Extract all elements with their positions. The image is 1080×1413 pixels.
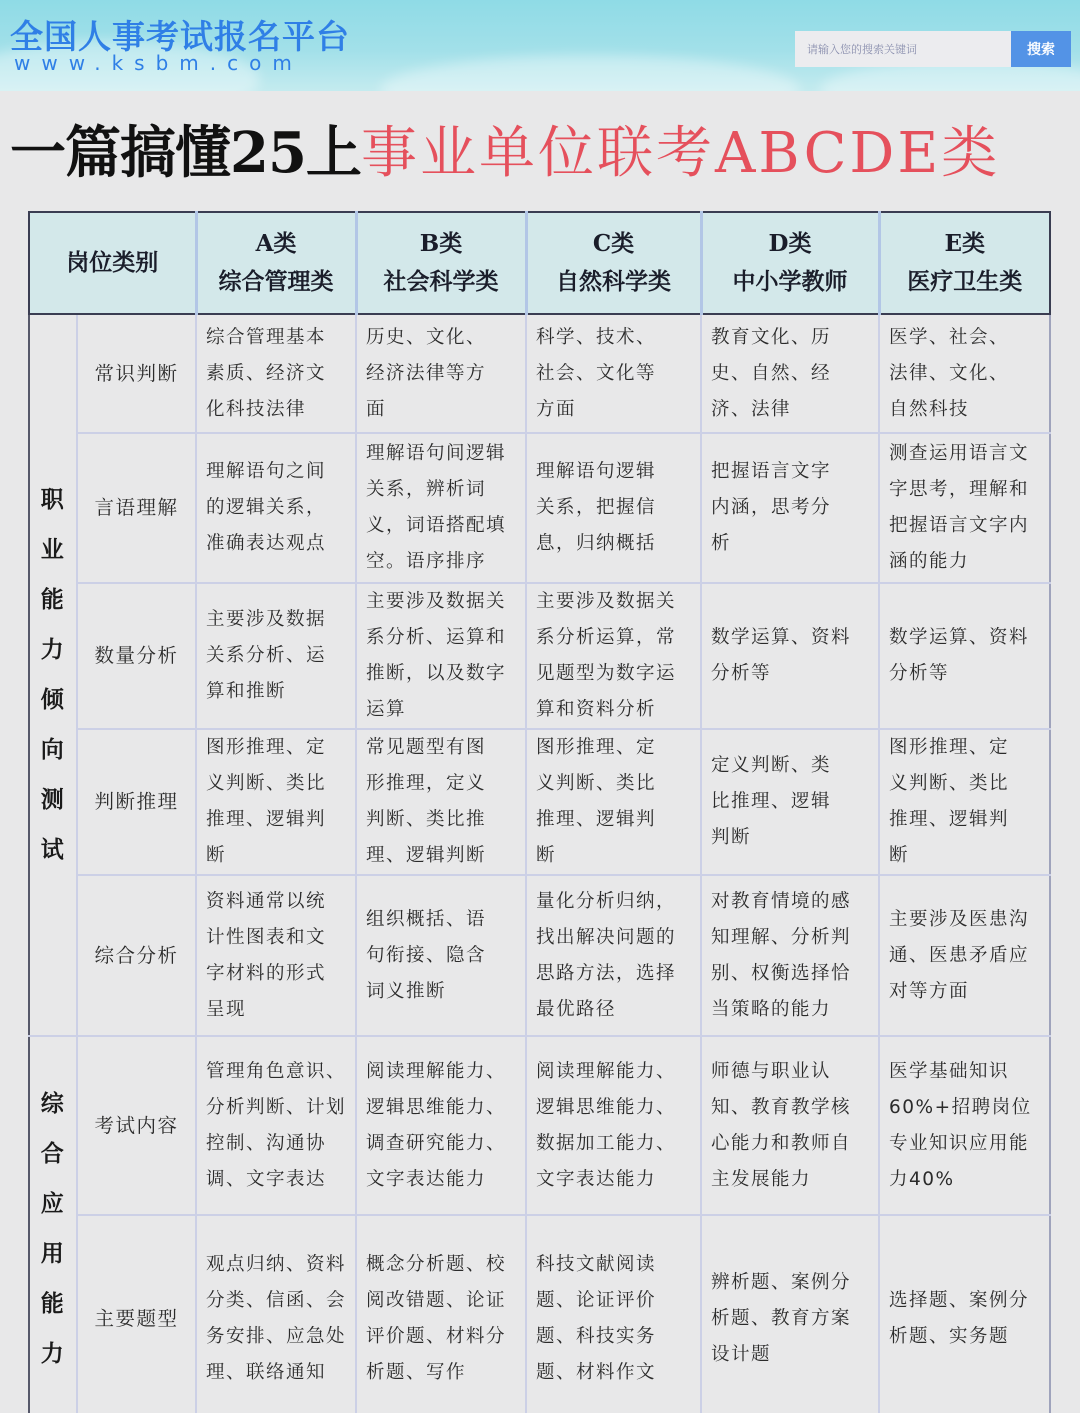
cell-c bbox=[526, 583, 701, 729]
table-row bbox=[29, 1036, 1050, 1215]
cell-text-line: 词义推断 bbox=[366, 980, 447, 1002]
cell-text-line: 找出解决问题的 bbox=[536, 926, 677, 948]
group-label-char: 应 bbox=[40, 1190, 66, 1217]
cell-e bbox=[879, 729, 1050, 875]
cell-e bbox=[879, 875, 1050, 1036]
cell-text-line: 义判断、类比 bbox=[889, 773, 1010, 794]
cell-text-line: 析 bbox=[711, 533, 732, 554]
cell-d bbox=[701, 1036, 879, 1215]
row-label: 主要题型 bbox=[77, 1215, 196, 1413]
cell-d bbox=[701, 729, 879, 875]
cell-text-line: 判断 bbox=[711, 827, 752, 848]
site-banner bbox=[0, 0, 1080, 91]
page-title bbox=[10, 118, 1000, 188]
cell-text-line: 文字表达能力 bbox=[536, 1168, 657, 1190]
cell-a bbox=[196, 1215, 356, 1413]
cell-text-line: 涵的能力 bbox=[889, 551, 970, 572]
cell-text-line: 理解语句之间 bbox=[206, 461, 327, 482]
cell-text-line: 史、自然、经 bbox=[711, 362, 832, 384]
cell-d bbox=[701, 875, 879, 1036]
cell-text-line: 理解语句逻辑 bbox=[536, 461, 657, 482]
column-code: C类 bbox=[592, 230, 635, 257]
cell-text-line: 字材料的形式 bbox=[206, 962, 327, 984]
cell-text-line: 比推理、逻辑 bbox=[711, 791, 832, 812]
cell-text-line: 评价题、材料分 bbox=[366, 1325, 507, 1347]
cell-text-line: 阅读理解能力、 bbox=[536, 1060, 677, 1082]
cell-text-line: 对教育情境的感 bbox=[711, 890, 852, 912]
banner-cloud-decoration bbox=[380, 55, 800, 91]
search-button[interactable]: 搜索 bbox=[1011, 31, 1071, 67]
group-label-char: 向 bbox=[40, 736, 66, 763]
cell-text-line: 呈现 bbox=[206, 998, 247, 1020]
cell-text-line: 判断、类比推 bbox=[366, 809, 487, 830]
cell-text-line: 图形推理、定 bbox=[536, 737, 657, 758]
cell-d bbox=[701, 1215, 879, 1413]
group-label-char: 合 bbox=[40, 1140, 66, 1167]
cell-text-line: 心能力和教师自 bbox=[711, 1132, 852, 1154]
column-header-c bbox=[526, 212, 701, 314]
cell-text-line: 形推理，定义 bbox=[366, 773, 487, 794]
cell-text-line: 概念分析题、校 bbox=[366, 1253, 507, 1275]
search-input[interactable] bbox=[795, 31, 1011, 67]
cell-text-line: 字思考，理解和 bbox=[889, 479, 1030, 500]
cell-text-line: 题、科技实务 bbox=[536, 1325, 657, 1347]
cell-text-line: 算和推断 bbox=[206, 681, 287, 702]
cell-text-line: 主发展能力 bbox=[711, 1168, 812, 1190]
cell-a bbox=[196, 729, 356, 875]
cell-c bbox=[526, 1036, 701, 1215]
group-applied-ability bbox=[29, 1036, 77, 1413]
cell-b bbox=[356, 314, 526, 433]
row-label: 判断推理 bbox=[77, 729, 196, 875]
cell-c bbox=[526, 729, 701, 875]
cell-a bbox=[196, 1036, 356, 1215]
cell-text-line: 常见题型有图 bbox=[366, 737, 487, 758]
cell-text-line: 关系，辨析词 bbox=[366, 479, 487, 500]
cell-text-line: 资料通常以统 bbox=[206, 890, 327, 912]
cell-text-line: 内涵，思考分 bbox=[711, 497, 832, 518]
cell-text-line: 知理解、分析判 bbox=[711, 926, 852, 948]
cell-text-line: 分类、信函、会 bbox=[206, 1289, 347, 1311]
cell-text-line: 主要涉及数据关 bbox=[366, 591, 507, 612]
cell-text-line: 计性图表和文 bbox=[206, 926, 327, 948]
group-label-char: 综 bbox=[40, 1090, 66, 1117]
column-code: A类 bbox=[255, 230, 297, 257]
cell-a bbox=[196, 583, 356, 729]
column-name: 中小学教师 bbox=[732, 268, 848, 295]
cell-text-line: 60%+招聘岗位 bbox=[889, 1096, 1032, 1118]
cell-e bbox=[879, 1036, 1050, 1215]
cell-text-line: 文字表达能力 bbox=[366, 1168, 487, 1190]
cell-text-line: 主要涉及医患沟 bbox=[889, 908, 1030, 930]
cell-text-line: 的逻辑关系， bbox=[206, 497, 327, 518]
cell-text-line: 把握语言文字 bbox=[711, 461, 832, 482]
column-header-e bbox=[879, 212, 1050, 314]
cell-text-line: 管理角色意识、 bbox=[206, 1060, 347, 1082]
cell-text-line: 推理、逻辑判 bbox=[536, 809, 657, 830]
group-label-char: 用 bbox=[40, 1240, 66, 1267]
cell-text-line: 题、论证评价 bbox=[536, 1289, 657, 1311]
cell-text-line: 阅读理解能力、 bbox=[366, 1060, 507, 1082]
cell-text-line: 关系分析、运 bbox=[206, 645, 327, 666]
cell-text-line: 教育文化、历 bbox=[711, 326, 832, 348]
group-label-char: 倾 bbox=[40, 686, 66, 713]
table-row bbox=[29, 433, 1050, 583]
cell-text-line: 逻辑思维能力、 bbox=[536, 1096, 677, 1118]
cell-text-line: 科技文献阅读 bbox=[536, 1253, 657, 1275]
cell-text-line: 务安排、应急处 bbox=[206, 1325, 347, 1347]
cell-text-line: 阅改错题、论证 bbox=[366, 1289, 507, 1311]
cell-c bbox=[526, 433, 701, 583]
cell-text-line: 选择题、案例分 bbox=[889, 1289, 1030, 1311]
table-row bbox=[29, 314, 1050, 433]
cell-text-line: 测查运用语言文 bbox=[889, 443, 1030, 464]
cell-text-line: 主要涉及数据关 bbox=[536, 591, 677, 612]
cell-text-line: 对等方面 bbox=[889, 980, 970, 1002]
cell-text-line: 化科技法律 bbox=[206, 398, 307, 420]
cell-text-line: 析题、写作 bbox=[366, 1361, 467, 1383]
group-label-char: 能 bbox=[40, 586, 66, 613]
cell-c bbox=[526, 314, 701, 433]
cell-text-line: 社会、文化等 bbox=[536, 362, 657, 384]
group-label-char: 职 bbox=[40, 486, 66, 513]
cell-text-line: 准确表达观点 bbox=[206, 533, 327, 554]
cell-text-line: 素质、经济文 bbox=[206, 362, 327, 384]
cell-text-line: 设计题 bbox=[711, 1343, 772, 1365]
table-row bbox=[29, 1215, 1050, 1413]
cell-text-line: 断 bbox=[889, 845, 910, 866]
cell-text-line: 分析判断、计划 bbox=[206, 1096, 347, 1118]
cell-b bbox=[356, 583, 526, 729]
cell-text-line: 量化分析归纳， bbox=[536, 890, 677, 912]
cell-text-line: 理、逻辑判断 bbox=[366, 845, 487, 866]
cell-text-line: 知、教育教学核 bbox=[711, 1096, 852, 1118]
cell-text-line: 方面 bbox=[536, 398, 577, 420]
cell-text-line: 组织概括、语 bbox=[366, 908, 487, 930]
cell-d bbox=[701, 314, 879, 433]
column-header-d bbox=[701, 212, 879, 314]
column-code: B类 bbox=[419, 230, 463, 257]
cell-text-line: 法律、文化、 bbox=[889, 362, 1010, 384]
cell-text-line: 推理、逻辑判 bbox=[206, 809, 327, 830]
cell-text-line: 科学、技术、 bbox=[536, 326, 657, 348]
cell-text-line: 见题型为数字运 bbox=[536, 663, 677, 684]
column-code: E类 bbox=[944, 230, 986, 257]
exam-category-table bbox=[28, 211, 1049, 1413]
row-label: 综合分析 bbox=[77, 875, 196, 1036]
cell-text-line: 空。语序排序 bbox=[366, 551, 487, 572]
cell-c bbox=[526, 875, 701, 1036]
cell-b bbox=[356, 1036, 526, 1215]
cell-text-line: 义判断、类比 bbox=[206, 773, 327, 794]
cell-text-line: 分析等 bbox=[711, 663, 772, 684]
cell-text-line: 系分析、运算和 bbox=[366, 627, 507, 648]
cell-a bbox=[196, 875, 356, 1036]
group-label-char: 业 bbox=[40, 536, 66, 563]
table-row bbox=[29, 729, 1050, 875]
column-header-b bbox=[356, 212, 526, 314]
cell-text-line: 把握语言文字内 bbox=[889, 515, 1030, 536]
site-url[interactable]: www.ksbm.com bbox=[14, 51, 303, 75]
cell-text-line: 理解语句间逻辑 bbox=[366, 443, 507, 464]
cell-b bbox=[356, 729, 526, 875]
cell-text-line: 经济法律等方 bbox=[366, 362, 487, 384]
cell-text-line: 控制、沟通协 bbox=[206, 1132, 327, 1154]
cell-text-line: 逻辑思维能力、 bbox=[366, 1096, 507, 1118]
cell-text-line: 句衔接、隐含 bbox=[366, 944, 487, 966]
cell-text-line: 算和资料分析 bbox=[536, 699, 657, 720]
cell-a bbox=[196, 433, 356, 583]
row-label: 数量分析 bbox=[77, 583, 196, 729]
cell-text-line: 推理、逻辑判 bbox=[889, 809, 1010, 830]
cell-text-line: 定义判断、类 bbox=[711, 755, 832, 776]
group-label-char: 力 bbox=[40, 1340, 66, 1367]
cell-text-line: 综合管理基本 bbox=[206, 326, 327, 348]
cell-text-line: 调查研究能力、 bbox=[366, 1132, 507, 1154]
cell-e bbox=[879, 314, 1050, 433]
cell-a bbox=[196, 314, 356, 433]
group-label-char: 力 bbox=[40, 636, 66, 663]
cell-text-line: 师德与职业认 bbox=[711, 1060, 832, 1082]
cell-text-line: 析题、实务题 bbox=[889, 1325, 1010, 1347]
cell-text-line: 息，归纳概括 bbox=[536, 533, 657, 554]
cell-b bbox=[356, 1215, 526, 1413]
cell-text-line: 当策略的能力 bbox=[711, 998, 832, 1020]
cell-text-line: 断 bbox=[206, 845, 227, 866]
cell-text-line: 数学运算、资料 bbox=[889, 627, 1030, 648]
row-label: 言语理解 bbox=[77, 433, 196, 583]
corner-header: 岗位类别 bbox=[29, 212, 196, 314]
cell-b bbox=[356, 875, 526, 1036]
table-row bbox=[29, 875, 1050, 1036]
cell-text-line: 自然科技 bbox=[889, 398, 970, 420]
cell-text-line: 数据加工能力、 bbox=[536, 1132, 677, 1154]
group-aptitude-test bbox=[29, 314, 77, 1036]
cell-d bbox=[701, 433, 879, 583]
cell-e bbox=[879, 583, 1050, 729]
cell-text-line: 图形推理、定 bbox=[206, 737, 327, 758]
cell-text-line: 思路方法，选择 bbox=[536, 962, 677, 984]
cell-e bbox=[879, 433, 1050, 583]
group-label-char: 能 bbox=[40, 1290, 66, 1317]
cell-text-line: 观点归纳、资料 bbox=[206, 1253, 347, 1275]
column-name: 社会科学类 bbox=[383, 268, 499, 295]
cell-text-line: 调、文字表达 bbox=[206, 1168, 327, 1190]
group-label-char: 测 bbox=[40, 786, 66, 813]
cell-text-line: 分析等 bbox=[889, 663, 950, 684]
table-row bbox=[29, 583, 1050, 729]
cell-text-line: 义，词语搭配填 bbox=[366, 515, 507, 536]
cell-text-line: 别、权衡选择恰 bbox=[711, 962, 852, 984]
cell-text-line: 最优路径 bbox=[536, 998, 617, 1020]
cell-text-line: 析题、教育方案 bbox=[711, 1307, 852, 1329]
cell-c bbox=[526, 1215, 701, 1413]
table-header-row bbox=[29, 212, 1050, 314]
cell-e bbox=[879, 1215, 1050, 1413]
column-name: 自然科学类 bbox=[556, 268, 671, 295]
site-logo[interactable]: 全国人事考试报名平台 bbox=[10, 17, 350, 56]
cell-b bbox=[356, 433, 526, 583]
cell-text-line: 图形推理、定 bbox=[889, 737, 1010, 758]
cell-text-line: 通、医患矛盾应 bbox=[889, 944, 1030, 966]
column-name: 综合管理类 bbox=[218, 268, 334, 295]
group-label-char: 试 bbox=[40, 836, 66, 863]
column-name: 医疗卫生类 bbox=[907, 268, 1023, 295]
cell-d bbox=[701, 583, 879, 729]
cell-text-line: 推断，以及数字 bbox=[366, 663, 507, 684]
cell-text-line: 面 bbox=[366, 398, 387, 420]
cell-text-line: 历史、文化、 bbox=[366, 326, 487, 348]
cell-text-line: 数学运算、资料 bbox=[711, 627, 852, 648]
cell-text-line: 济、法律 bbox=[711, 398, 792, 420]
page-title-part2: 事业单位联考ABCDE类 bbox=[360, 121, 1001, 186]
cell-text-line: 系分析运算，常 bbox=[536, 627, 677, 648]
cell-text-line: 医学、社会、 bbox=[889, 326, 1010, 348]
cell-text-line: 断 bbox=[536, 845, 557, 866]
cell-text-line: 义判断、类比 bbox=[536, 773, 657, 794]
cell-text-line: 医学基础知识 bbox=[889, 1060, 1010, 1082]
page-title-part1: 一篇搞懂25上 bbox=[10, 120, 361, 186]
cell-text-line: 主要涉及数据 bbox=[206, 609, 327, 630]
cell-text-line: 辨析题、案例分 bbox=[711, 1271, 852, 1293]
row-label: 考试内容 bbox=[77, 1036, 196, 1215]
cell-text-line: 力40% bbox=[889, 1168, 955, 1190]
cell-text-line: 运算 bbox=[366, 699, 407, 720]
row-label: 常识判断 bbox=[77, 314, 196, 433]
cell-text-line: 关系，把握信 bbox=[536, 497, 657, 518]
cell-text-line: 专业知识应用能 bbox=[889, 1132, 1030, 1154]
column-header-a bbox=[196, 212, 356, 314]
cell-text-line: 题、材料作文 bbox=[536, 1361, 657, 1383]
cell-text-line: 理、联络通知 bbox=[206, 1361, 327, 1383]
column-code: D类 bbox=[768, 230, 812, 257]
